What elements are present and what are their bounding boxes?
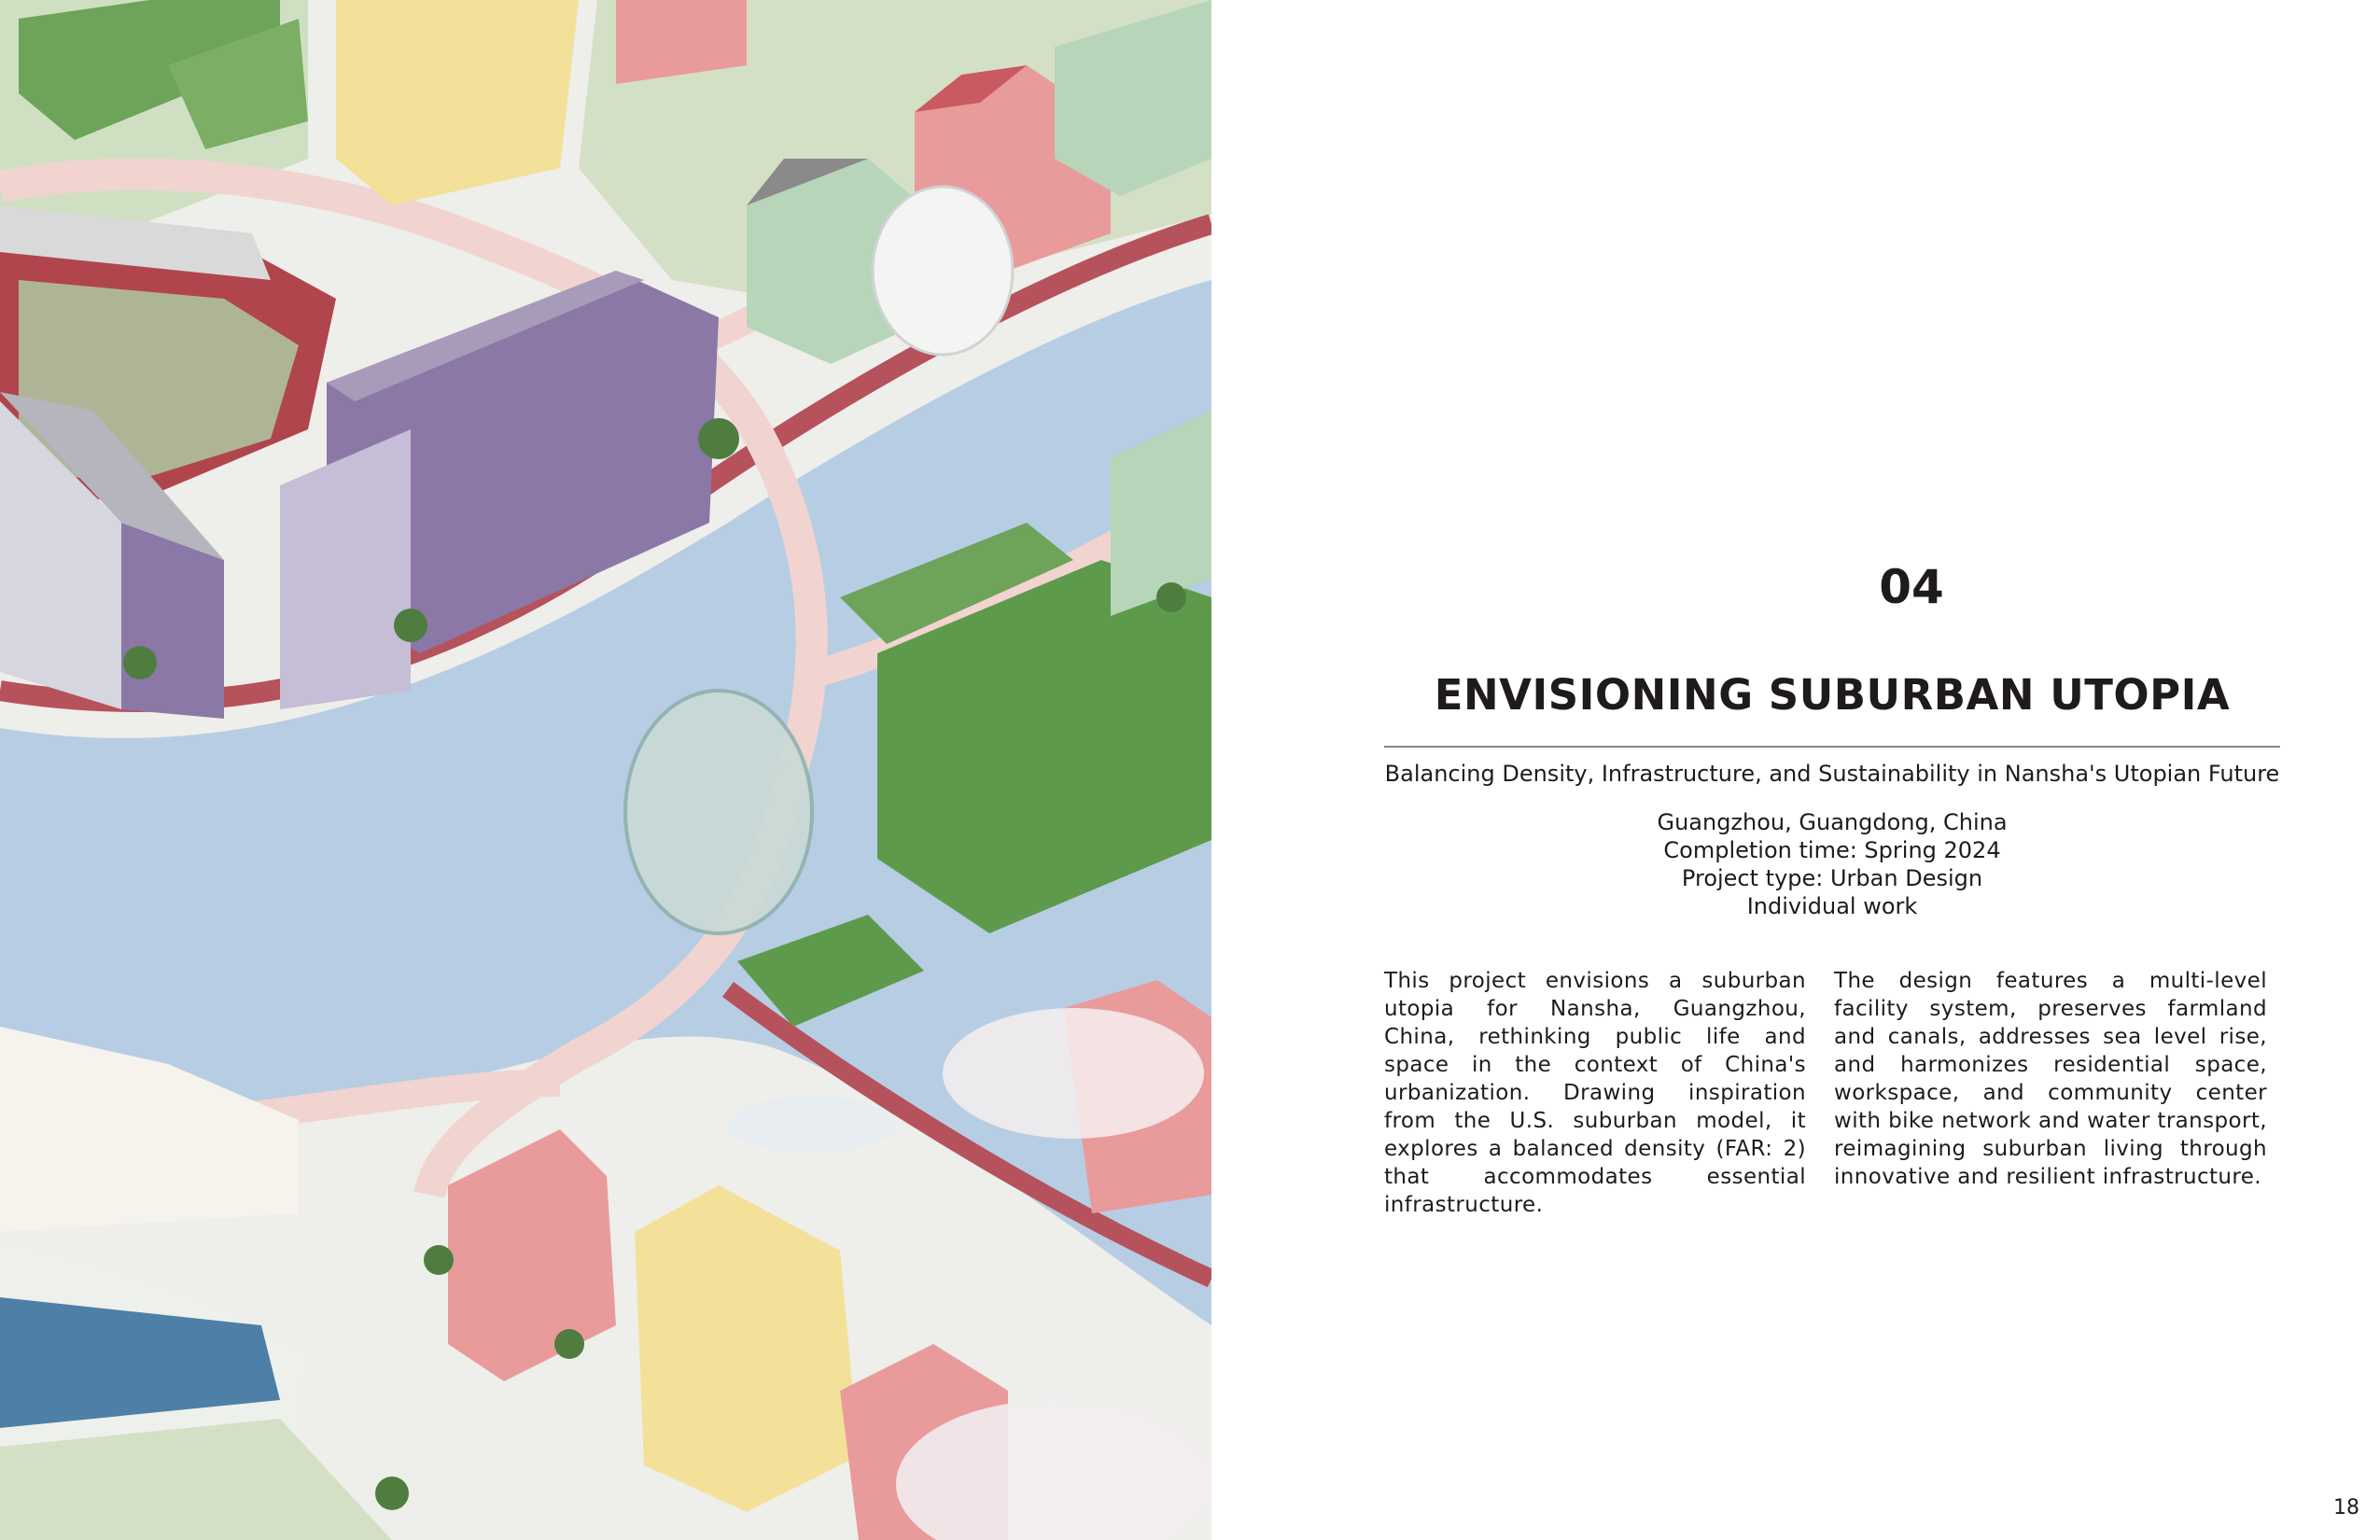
page-number: 18 — [2333, 1496, 2359, 1519]
project-subtitle: Balancing Density, Infrastructure, and Sustainability in Nansha's Utopian Future — [1384, 761, 2280, 787]
description-left: This project envisions a suburban utopia for Nansha, Guangzhou, China, rethinking public life and space in the context of China's urbanization. Drawing inspiration from the U.S. suburban model, it explores a balanced density (FAR: 2) that accommodates essential infrastructure. — [1384, 969, 1806, 1217]
project-text-page — [1211, 0, 2380, 1540]
project-type: Project type: Urban Design — [1681, 865, 1983, 891]
project-number: 04 — [1879, 560, 1944, 614]
title-divider — [1384, 746, 2280, 748]
description-right: The design features a multi-level facility system, preserves farmland and canals, addresses sea level rise, and harmonizes residential space, workspace, and community center with bike network and water transport, reimagining suburban living through innovative and resilient infrastructure. — [1834, 969, 2267, 1189]
project-location: Guangzhou, Guangdong, China — [1657, 809, 2008, 835]
project-meta — [1384, 808, 2280, 920]
project-title: ENVISIONING SUBURBAN UTOPIA — [1434, 670, 2231, 720]
project-work: Individual work — [1746, 893, 1918, 919]
project-completion: Completion time: Spring 2024 — [1663, 837, 2001, 863]
